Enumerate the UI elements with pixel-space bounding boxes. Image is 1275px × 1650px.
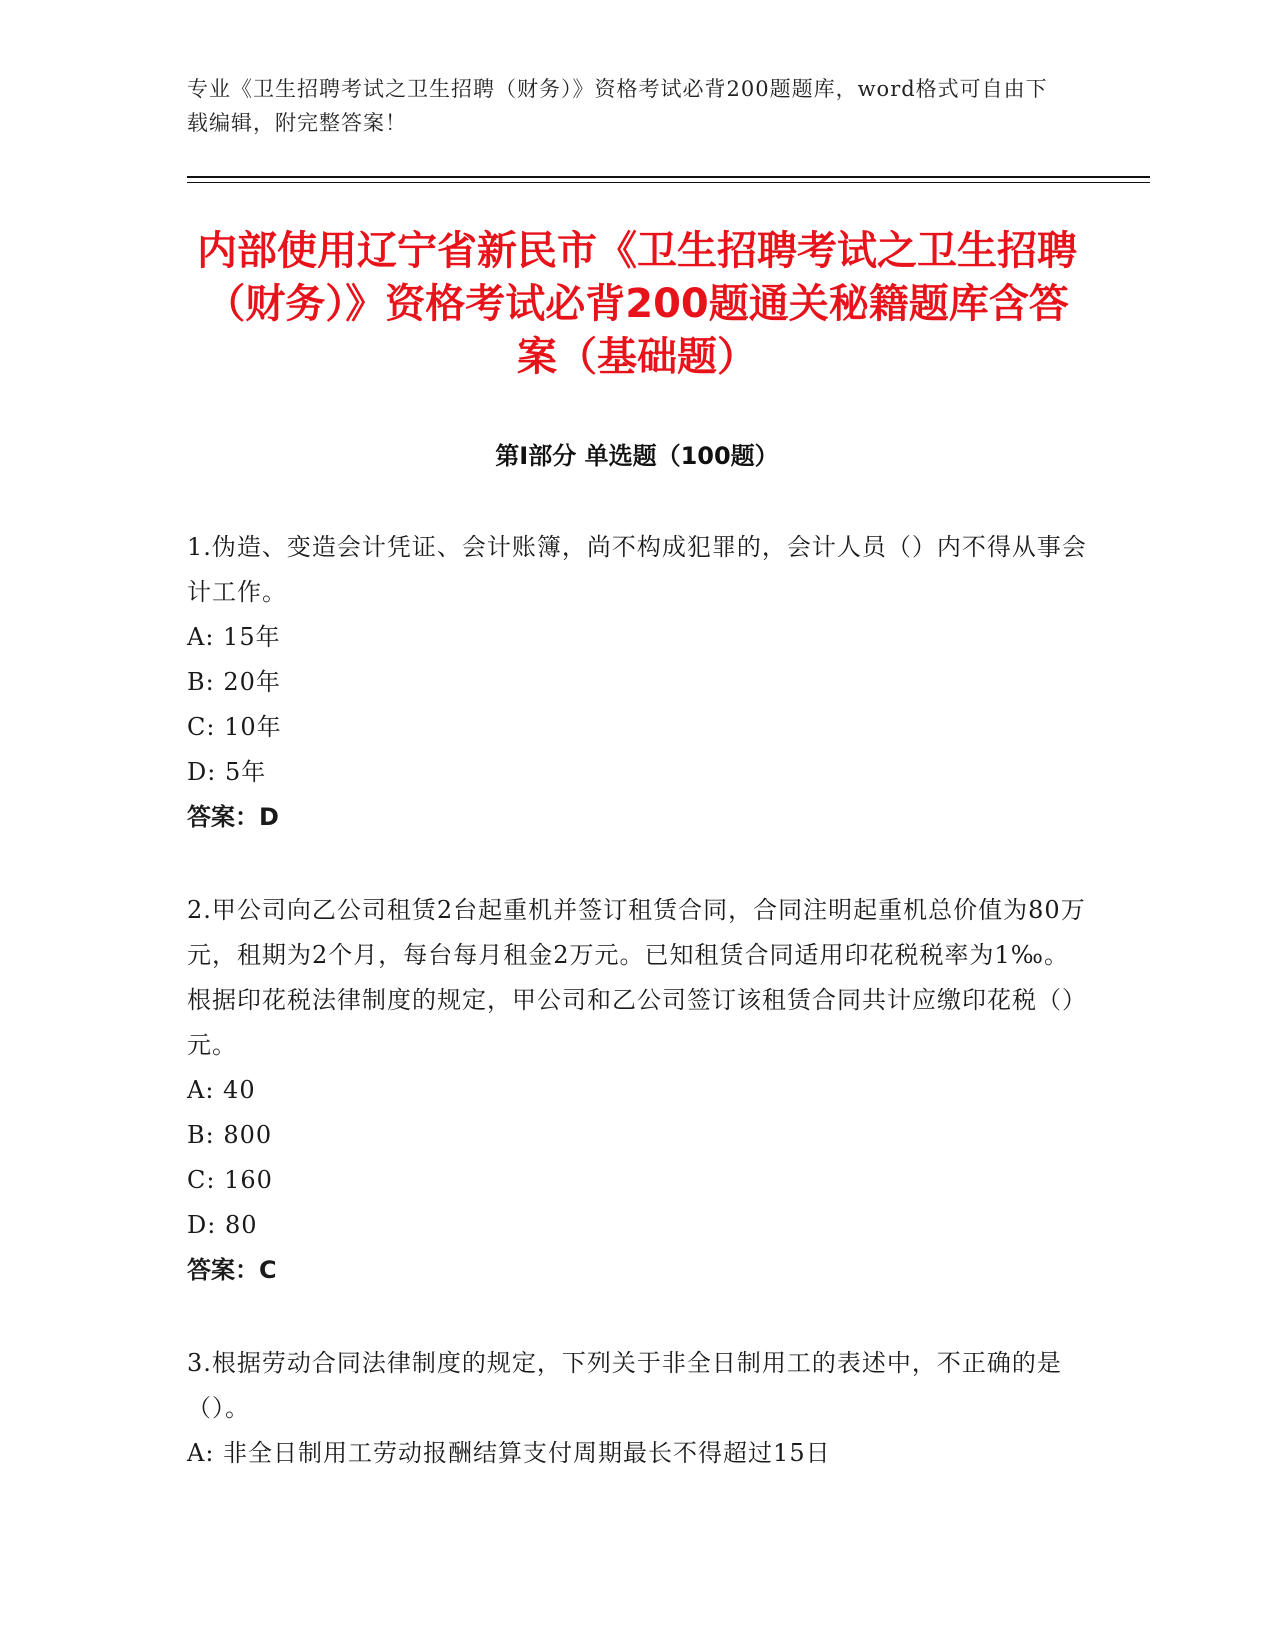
header-rule-thin <box>187 182 1150 183</box>
section-heading: 第Ⅰ部分 单选题（100题） <box>495 442 779 470</box>
question-list <box>187 525 1087 1524</box>
option-a: A: 40 <box>187 1076 256 1104</box>
question-2 <box>187 888 1087 1293</box>
document-title: 内部使用辽宁省新民市《卫生招聘考试之卫生招聘（财务）》资格考试必背200题通关秘籍题库含答案（基础题） <box>197 228 1077 380</box>
option-b: B: 800 <box>187 1121 273 1149</box>
question-3 <box>187 1341 1087 1476</box>
option-a: A: 15年 <box>187 623 281 651</box>
answer: 答案：C <box>187 1256 277 1284</box>
question-stem: 1.伪造、变造会计凭证、会计账簿，尚不构成犯罪的，会计人员（）内不得从事会计工作。 <box>187 533 1087 606</box>
option-b: B: 20年 <box>187 668 281 696</box>
question-stem: 2.甲公司向乙公司租赁2台起重机并签订租赁合同，合同注明起重机总价值为80万元，租期为2个月，每台每月租金2万元。已知租赁合同适用印花税税率为1‰。根据印花税法律制度的规定，甲公司和乙公司签订该租赁合同共计应缴印花税（）元。 <box>187 896 1087 1059</box>
option-a: A: 非全日制用工劳动报酬结算支付周期最长不得超过15日 <box>187 1439 831 1467</box>
question-1 <box>187 525 1087 840</box>
option-d: D: 80 <box>187 1211 258 1239</box>
option-c: C: 10年 <box>187 713 282 741</box>
header-note: 专业《卫生招聘考试之卫生招聘（财务）》资格考试必背200题题库，word格式可自由下载编辑，附完整答案！ <box>187 77 1048 135</box>
option-c: C: 160 <box>187 1166 273 1194</box>
answer: 答案：D <box>187 803 279 831</box>
header-rule-thick <box>187 176 1150 178</box>
question-stem: 3.根据劳动合同法律制度的规定，下列关于非全日制用工的表述中，不正确的是（）。 <box>187 1349 1062 1422</box>
option-d: D: 5年 <box>187 758 267 786</box>
